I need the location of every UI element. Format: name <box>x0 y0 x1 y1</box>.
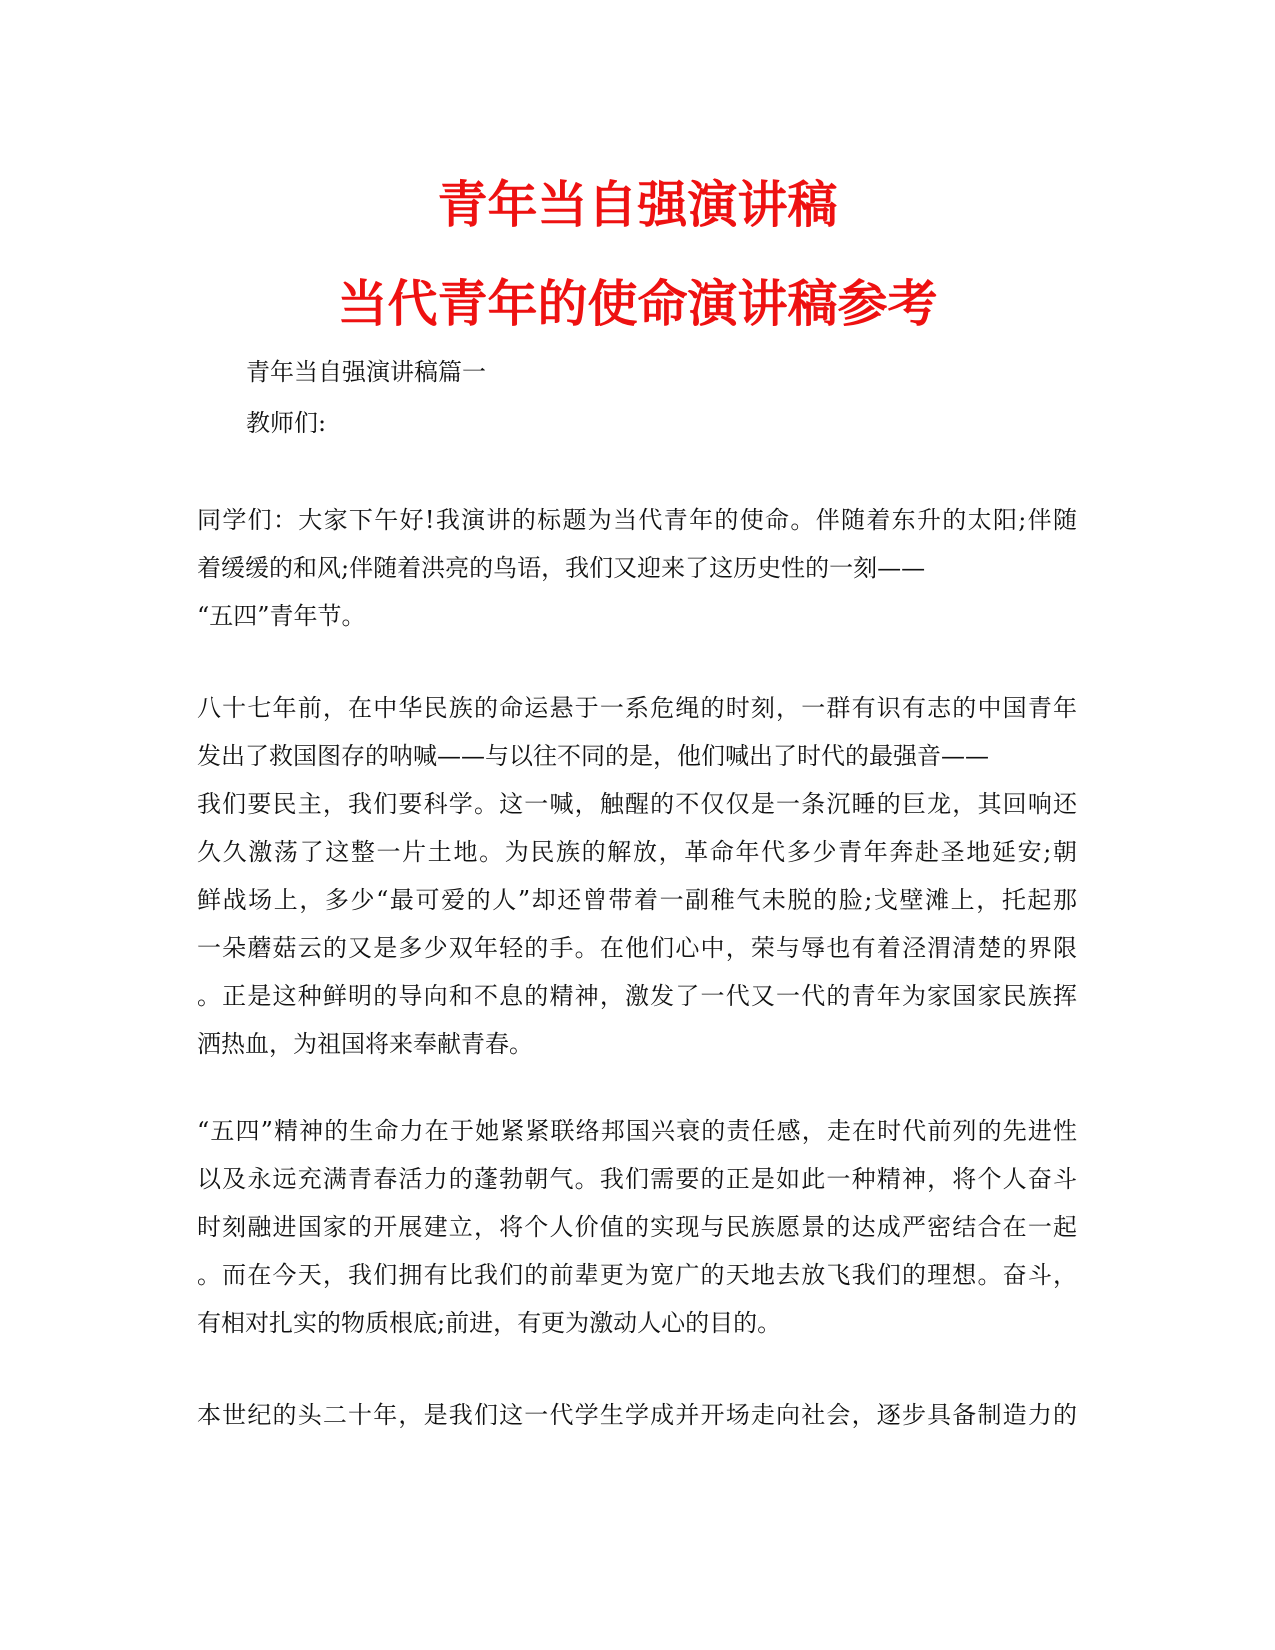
text-line: 时刻融进国家的开展建立，将个人价值的实现与民族愿景的达成严密结合在一起 <box>197 1213 1077 1241</box>
paragraph-1 <box>197 496 1077 640</box>
text-line: 一朵蘑菇云的又是多少双年轻的手。在他们心中，荣与辱也有着泾渭清楚的界限 <box>197 934 1077 962</box>
paragraph-3 <box>197 1107 1077 1347</box>
salutation: 教师们: <box>246 409 327 437</box>
text-line: 。而在今天，我们拥有比我们的前辈更为宽广的天地去放飞我们的理想。奋斗， <box>197 1261 1077 1289</box>
text-line: 鲜战场上，多少“最可爱的人”却还曾带着一副稚气未脱的脸;戈壁滩上，托起那 <box>197 886 1077 914</box>
text-line: 我们要民主，我们要科学。这一喊，触醒的不仅仅是一条沉睡的巨龙，其回响还 <box>197 790 1077 818</box>
text-line: 发出了救国图存的呐喊——与以往不同的是，他们喊出了时代的最强音—— <box>197 742 989 770</box>
text-line: 以及永远充满青春活力的蓬勃朝气。我们需要的正是如此一种精神，将个人奋斗 <box>197 1165 1077 1193</box>
document-subtitle: 当代青年的使命演讲稿参考 <box>337 275 938 333</box>
text-line: 久久激荡了这整一片土地。为民族的解放，革命年代多少青年奔赴圣地延安;朝 <box>197 838 1077 866</box>
text-line: 同学们：大家下午好!我演讲的标题为当代青年的使命。伴随着东升的太阳;伴随 <box>197 506 1077 534</box>
text-line: 洒热血，为祖国将来奉献青春。 <box>197 1030 533 1058</box>
section-heading: 青年当自强演讲稿篇一 <box>246 358 486 386</box>
paragraph-2 <box>197 684 1077 1068</box>
text-line: 有相对扎实的物质根底;前进，有更为激动人心的目的。 <box>197 1309 782 1337</box>
document-title: 青年当自强演讲稿 <box>437 176 838 234</box>
paragraph-4 <box>197 1391 1077 1439</box>
text-line: 着缓缓的和风;伴随着洪亮的鸟语，我们又迎来了这历史性的一刻—— <box>197 554 926 582</box>
text-line: 本世纪的头二十年，是我们这一代学生学成并开场走向社会，逐步具备制造力的 <box>197 1401 1077 1429</box>
text-line: “五四”青年节。 <box>197 602 366 630</box>
text-line: “五四”精神的生命力在于她紧紧联络邦国兴衰的责任感，走在时代前列的先进性 <box>197 1117 1077 1145</box>
text-line: 八十七年前，在中华民族的命运悬于一系危绳的时刻，一群有识有志的中国青年 <box>197 694 1077 722</box>
text-line: 。正是这种鲜明的导向和不息的精神，激发了一代又一代的青年为家国家民族挥 <box>197 982 1077 1010</box>
